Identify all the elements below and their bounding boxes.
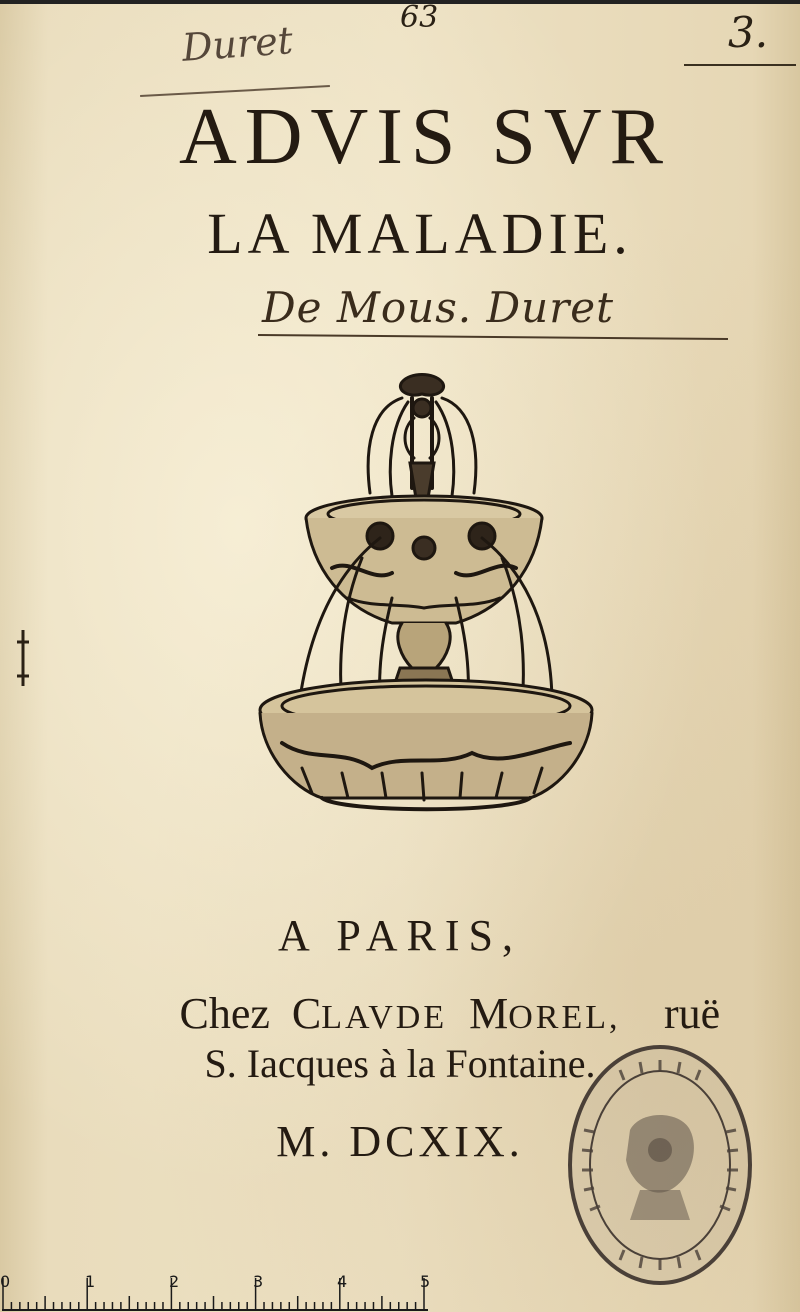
margin-mark <box>14 628 32 688</box>
printer-first-initial: C <box>291 989 322 1038</box>
scale-label-0: 0 <box>0 1272 11 1291</box>
printer-last-rest: OREL, <box>508 999 621 1036</box>
handwritten-name-duret: Duret <box>180 18 295 70</box>
handwritten-author-note: De Mous. Duret <box>262 283 615 332</box>
printer-first-rest: LAVDE <box>321 999 448 1036</box>
measurement-scale <box>0 1270 440 1312</box>
imprint-city: A PARIS, <box>277 911 523 960</box>
scale-label-1: 1 <box>85 1272 96 1291</box>
handwritten-folio-line <box>684 64 796 66</box>
scale-label-4: 4 <box>337 1272 348 1291</box>
handwritten-page-number: 63 <box>400 0 439 35</box>
fountain-woodcut-icon <box>252 368 602 828</box>
scale-label-5: 5 <box>420 1272 431 1291</box>
title-line-2: LA MALADIE. <box>207 201 633 266</box>
imprint-date: M. DCXIX. <box>276 1117 524 1166</box>
scale-label-2: 2 <box>169 1272 180 1291</box>
library-stamp-icon <box>560 1040 760 1290</box>
handwritten-underline <box>258 334 728 340</box>
printer-last-initial: M <box>469 989 509 1038</box>
imprint-chez: Chez <box>179 989 270 1038</box>
imprint-printer-line <box>0 988 800 1039</box>
title-line-1: ADVIS SVR <box>178 93 672 181</box>
scale-label-3: 3 <box>253 1272 264 1291</box>
handwritten-folio-number: 3. <box>728 8 769 57</box>
imprint-street-word: ruë <box>664 989 721 1038</box>
imprint-street-line: S. Iacques à la Fontaine. <box>204 1041 596 1086</box>
